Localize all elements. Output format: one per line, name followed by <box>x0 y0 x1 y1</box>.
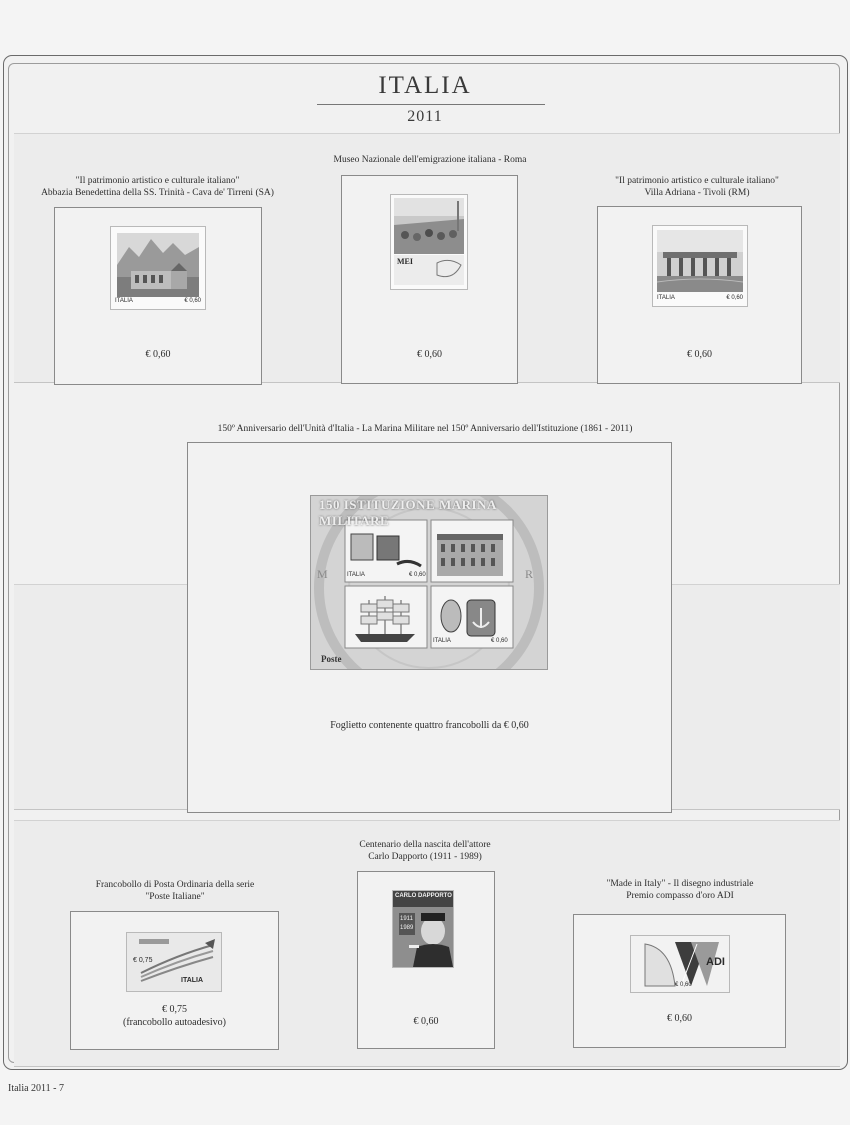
stamp-abbazia-image <box>111 227 205 309</box>
price-poste-italiane <box>70 1003 279 1029</box>
price-abbazia: € 0,60 <box>145 349 171 360</box>
stamp-year-label: 1911 <box>400 916 413 922</box>
stamp-year-label: 1989 <box>400 925 414 931</box>
stamp-villa-adriana-image <box>653 226 747 306</box>
svg-text:M: M <box>317 567 328 581</box>
stamp-country-label: ITALIA <box>181 977 204 984</box>
caption-line: Villa Adriana - Tivoli (RM) <box>644 188 750 198</box>
stamp-adi-label: ADI <box>706 956 725 968</box>
caption-villa-adriana <box>572 175 822 199</box>
price-value: € 0,75 <box>162 1004 187 1015</box>
caption-line: Carlo Dapporto (1911 - 1989) <box>368 852 482 862</box>
stamp-villa-adriana <box>652 225 748 307</box>
caption-marina-militare: 150º Anniversario dell'Unità d'Italia - La Marina Militare nel 150º Anniversario dell'Istituzione (1861 - 2011) <box>217 424 633 434</box>
stamp-country-label: ITALIA <box>347 572 365 578</box>
stamp-country-label: ITALIA <box>657 295 675 301</box>
caption-carlo-dapporto <box>300 839 550 863</box>
stamp-museo <box>390 194 468 290</box>
stamp-abbazia <box>110 226 206 310</box>
stamp-made-in-italy <box>630 935 730 993</box>
caption-museo: Museo Nazionale dell'emigrazione italiana - Roma <box>333 155 527 165</box>
stamp-value-label: € 0,60 <box>409 572 426 578</box>
stamp-value-label: € 0,60 <box>491 638 508 644</box>
stamp-country-label: ITALIA <box>433 638 451 644</box>
price-villa-adriana: € 0,60 <box>687 349 712 360</box>
stamp-mei-label: MEI <box>397 257 413 266</box>
souvenir-sheet-description: Foglietto contenente quattro francobolli da € 0,60 <box>330 720 529 731</box>
poste-logo: Poste <box>321 654 342 664</box>
caption-line: "Il patrimonio artistico e culturale italiano" <box>75 176 240 186</box>
souvenir-sheet-marina <box>310 495 548 670</box>
caption-abbazia <box>20 175 295 199</box>
caption-line: "Poste Italiane" <box>145 892 205 902</box>
page-title: ITALIA <box>378 72 472 99</box>
caption-line: Francobollo di Posta Ordinaria della serie <box>95 880 255 890</box>
souvenir-sheet-title: 150 ISTITUZIONE MARINA MILITARE <box>319 497 497 528</box>
price-made-in-italy: € 0,60 <box>667 1013 692 1024</box>
stamp-value-label: € 0,75 <box>133 957 153 964</box>
stamp-carlo-dapporto <box>392 890 454 968</box>
stamp-museo-image <box>391 195 467 289</box>
caption-line: Premio compasso d'oro ADI <box>626 891 734 901</box>
price-note: (francobollo autoadesivo) <box>122 1017 227 1028</box>
stamp-value-label: € 0,60 <box>184 298 201 304</box>
caption-made-in-italy <box>555 878 805 902</box>
caption-poste-italiane <box>50 879 300 903</box>
caption-line: "Il patrimonio artistico e culturale italiano" <box>615 176 779 186</box>
stamp-country-label: ITALIA <box>115 298 133 304</box>
stamp-poste-italiane <box>126 932 222 992</box>
title-divider <box>317 104 545 105</box>
price-carlo-dapporto: € 0,60 <box>413 1016 439 1027</box>
price-museo: € 0,60 <box>417 349 442 360</box>
page-footer-label: Italia 2011 - 7 <box>8 1083 65 1094</box>
stamp-value-label: € 0,60 <box>675 982 692 988</box>
stamp-value-label: € 0,60 <box>726 295 743 301</box>
caption-line: Abbazia Benedettina della SS. Trinità - Cava de' Tirreni (SA) <box>41 188 274 198</box>
caption-line: Centenario della nascita dell'attore <box>359 840 491 850</box>
page-year: 2011 <box>407 108 443 125</box>
svg-text:R: R <box>525 567 534 581</box>
caption-line: "Made in Italy" - Il disegno industriale <box>606 879 754 889</box>
stamp-name-label: CARLO DAPPORTO <box>395 893 452 899</box>
